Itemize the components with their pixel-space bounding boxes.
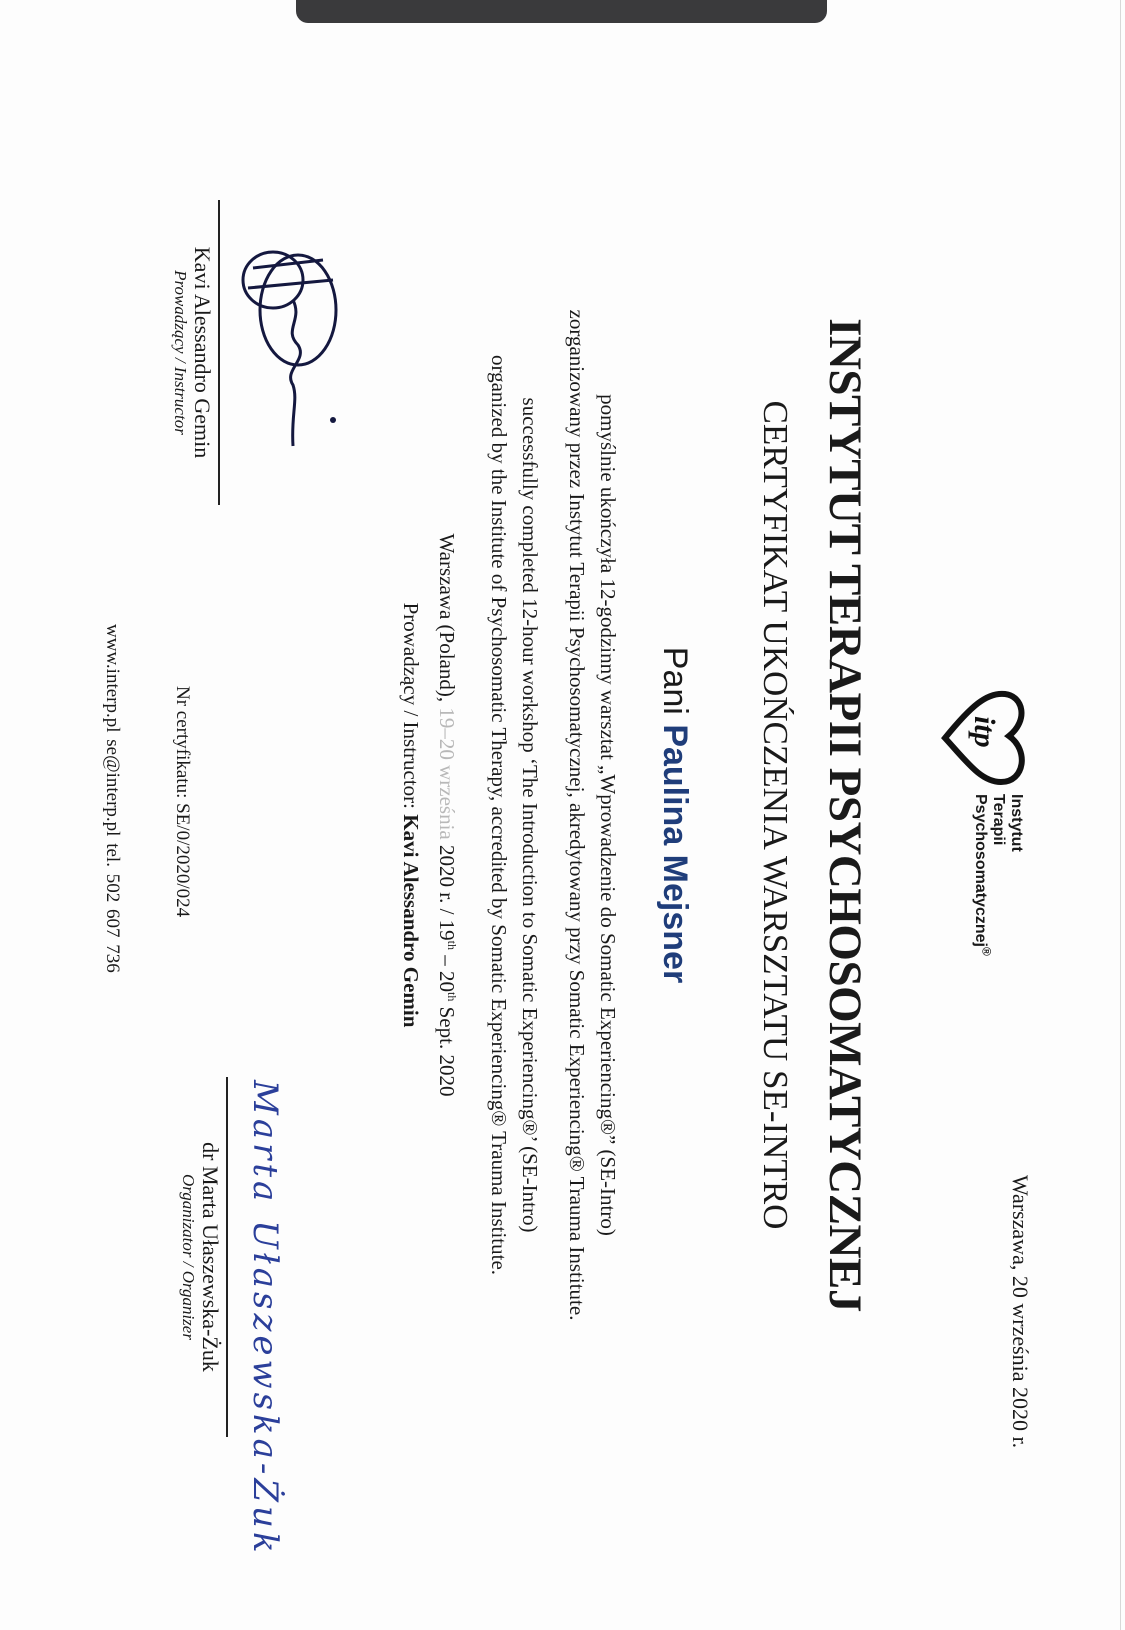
instructor-line: Prowadzący / Instructor: Kavi Alessandro Gemin (399, 602, 423, 1028)
body-line-en-1: successfully completed 12-hour workshop ‘The Introduction to Somatic Experiencing®’ (SE-Intro) (518, 397, 542, 1233)
body-line-en-2: organized by the Institute of Psychosomatic Therapy, accredited by Somatic Experiencing® Trauma Institute. (487, 354, 511, 1276)
signature-line (227, 1077, 229, 1437)
website-link[interactable]: www.interp.pl (102, 624, 123, 733)
recipient-name: Paulina Mejsner (656, 724, 694, 984)
signatory-role: Organizator / Organizer (179, 1174, 199, 1340)
logo-line-2: Terapii (990, 794, 1007, 846)
certificate-number: Nr certyfikatu: SE/0/2020/024 (172, 686, 193, 918)
institute-logo (933, 686, 1033, 956)
issue-date: Warszawa, 20 września 2020 r. (1008, 1175, 1033, 1449)
signature-block-instructor (171, 200, 221, 505)
instructor-signature (235, 250, 353, 460)
heart-logo-icon (937, 686, 1033, 790)
logo-line-1: Instytut (1008, 794, 1025, 852)
recipient-prefix: Pani (656, 646, 694, 715)
signature-line (219, 200, 221, 505)
certificate-subtitle: CERTYFIKAT UKOŃCZENIA WARSZTATU SE-INTRO (756, 400, 795, 1230)
body-line-pl-1: pomyślnie ukończyła 12-godzinny warsztat „Wprowadzenie do Somatic Experiencing®” (SE-Intro) (596, 394, 620, 1236)
body-line-pl-2: zorganizowany przez Instytut Terapii Psychosomatycznej, akredytowany przy Somatic Experiencing® Trauma Institute. (565, 309, 589, 1321)
place-dates: Warszawa (Poland), 19–20 września 2020 r. / 19th – 20th Sept. 2020 (435, 533, 459, 1097)
signature-block-organizer (179, 1077, 229, 1437)
logo-line-3: Psychosomatycznej® (972, 794, 994, 956)
signatory-role: Prowadzący / Instructor (171, 270, 191, 435)
contact-info (101, 624, 123, 973)
recipient (657, 15, 693, 1615)
institute-title: INSTYTUT TERAPII PSYCHOSOMATYCZNEJ (819, 318, 871, 1312)
email-link[interactable]: se@interp.pl (102, 739, 123, 837)
signatory-name: Kavi Alessandro Gemin (190, 246, 216, 459)
organizer-signature: Marta Ułaszewska-Żuk (245, 1080, 285, 1557)
svg-text:itp: itp (968, 716, 1001, 748)
logo-text (971, 794, 1025, 956)
signatory-name: dr Marta Ułaszewska-Żuk (198, 1142, 224, 1372)
phone-number: tel. 502 607 736 (102, 843, 123, 973)
